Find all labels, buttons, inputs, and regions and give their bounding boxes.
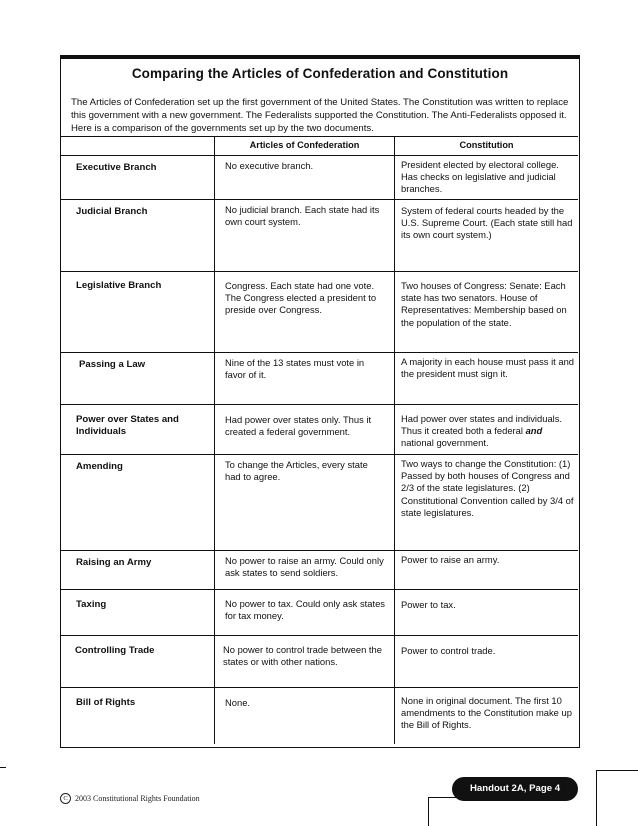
top-rule (61, 56, 579, 59)
table-row (61, 551, 578, 590)
table-row (61, 688, 578, 744)
row-constitution: Power to tax. (394, 590, 578, 635)
comparison-table (61, 136, 578, 744)
row-topic: Bill of Rights (76, 697, 136, 708)
corner-line (428, 797, 458, 798)
row-topic: Amending (76, 461, 123, 472)
header-topic (61, 137, 214, 155)
row-constitution (394, 405, 578, 454)
row-constitution: Two ways to change the Constitution: (1) Passed by both houses of Congress and 2/3 of the state legislatures. (2) Constitutional Convention called by 3/4 of state legislatures. (394, 455, 578, 550)
copyright-icon: C (60, 793, 71, 804)
corner-line (428, 797, 429, 826)
intro-paragraph: The Articles of Confederation set up the first government of the United States. The Constitution was written to replace this government with a new government. The Federalists supported the Constitution. The Anti-Federalists opposed it. Here is a comparison of the governments set up by the two documents. (71, 97, 569, 134)
table-header-row (61, 136, 578, 156)
row-articles: No power to raise an army. Could only ask states to send soldiers. (214, 551, 394, 589)
emphasis-and: and (525, 425, 543, 437)
table-row (61, 405, 578, 455)
corner-line (596, 770, 597, 826)
constitution-text-post: national government. (401, 437, 489, 449)
row-articles: No power to control trade between the states or with other nations. (214, 636, 394, 687)
row-constitution: None in original document. The first 10 amendments to the Constitution make up the Bill of Rights. (394, 688, 578, 744)
header-constitution: Constitution (394, 137, 578, 155)
table-row (61, 353, 578, 405)
row-articles: None. (214, 688, 394, 744)
row-articles: No power to tax. Could only ask states for tax money. (214, 590, 394, 635)
row-constitution: President elected by electoral college. Has checks on legislative and judicial branches. (394, 156, 578, 199)
handout-page (60, 55, 580, 748)
row-articles: No judicial branch. Each state had its own court system. (214, 200, 394, 271)
footer-copyright (60, 793, 200, 804)
copyright-text: 2003 Constitutional Rights Foundation (75, 794, 200, 803)
row-articles: No executive branch. (214, 156, 394, 199)
table-row (61, 272, 578, 353)
constitution-text-pre: Had power over states and individuals. Thus it created both a federal (401, 413, 563, 437)
row-topic: Judicial Branch (76, 206, 148, 217)
table-row (61, 156, 578, 200)
row-articles: Nine of the 13 states must vote in favor of it. (214, 353, 394, 404)
corner-line (596, 770, 638, 771)
table-row (61, 636, 578, 688)
row-topic: Controlling Trade (75, 645, 155, 656)
row-topic: Taxing (76, 599, 107, 610)
row-constitution: Two houses of Congress: Senate: Each state has two senators. House of Representatives: Membership based on the population of the state. (394, 272, 578, 352)
row-constitution: A majority in each house must pass it and the president must sign it. (394, 353, 578, 404)
row-articles: Congress. Each state had one vote. The Congress elected a president to preside over Congress. (214, 272, 394, 352)
row-topic: Legislative Branch (76, 280, 162, 291)
handout-badge: Handout 2A, Page 4 (452, 777, 578, 801)
row-topic: Raising an Army (76, 557, 152, 568)
row-articles: Had power over states only. Thus it created a federal government. (214, 405, 394, 454)
page-title: Comparing the Articles of Confederation and Constitution (131, 66, 509, 81)
row-constitution: Power to raise an army. (394, 551, 578, 589)
crop-mark (0, 767, 6, 768)
row-topic: Executive Branch (76, 162, 157, 173)
header-articles: Articles of Confederation (214, 137, 394, 155)
row-topic: Passing a Law (79, 359, 146, 370)
row-topic: Power over States and Individuals (76, 414, 179, 438)
row-articles: To change the Articles, every state had to agree. (214, 455, 394, 550)
table-row (61, 200, 578, 272)
table-row (61, 455, 578, 551)
row-constitution: System of federal courts headed by the U.S. Supreme Court. (Each state still had its own court system.) (394, 200, 578, 271)
row-constitution: Power to control trade. (394, 636, 578, 687)
table-row (61, 590, 578, 636)
